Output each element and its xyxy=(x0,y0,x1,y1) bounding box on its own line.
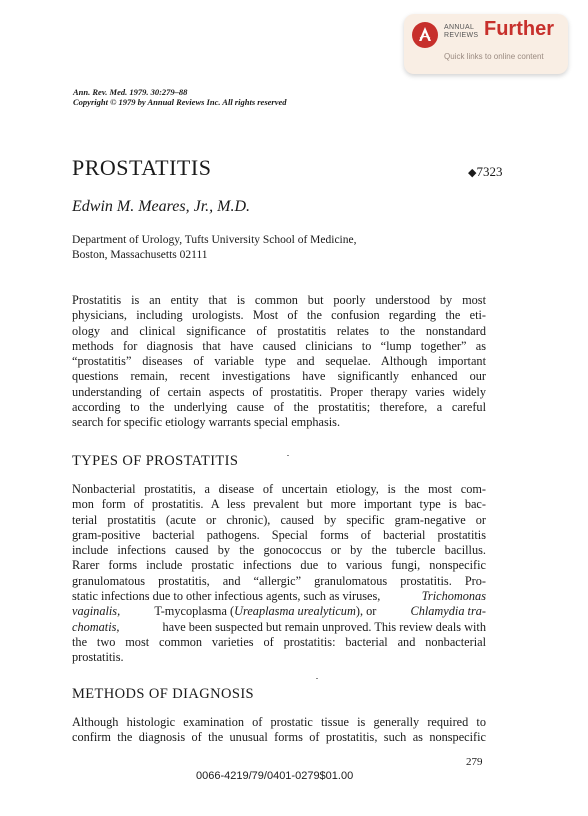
paragraph-line xyxy=(72,604,486,619)
diamond-icon: ◆ xyxy=(468,167,477,179)
paragraph-line: prostatitis. xyxy=(72,650,124,665)
further-tagline[interactable]: Quick links to online content xyxy=(444,52,544,61)
paragraph-line: Prostatitis is an entity that is common but poorly understood by most xyxy=(72,293,486,307)
paragraph-line: understanding of certain aspects of prostatitis. Proper therapy varies widely xyxy=(72,384,486,399)
paragraph-line: Nonbacterial prostatitis, a disease of uncertain etiology, is the most com- xyxy=(72,482,486,496)
paragraph-line: according to the underlying cause of the prostatitis; therefore, a careful xyxy=(72,400,486,415)
paragraph-line: questions remain, recent investigations have significantly enhanced our xyxy=(72,369,486,384)
affiliation-line: Department of Urology, Tufts University School of Medicine, xyxy=(72,234,357,246)
paragraph-line xyxy=(72,620,486,635)
catalog-number xyxy=(468,164,502,180)
author-affiliation xyxy=(72,233,357,263)
paragraph-line: confirm the diagnosis of the unusual forms of prostatitis, such as nonspecific xyxy=(72,730,486,745)
section-heading-methods: METHODS OF DIAGNOSIS xyxy=(72,686,255,702)
journal-citation-block xyxy=(73,87,287,107)
methods-paragraph xyxy=(72,715,486,746)
publisher-line-2: REVIEWS xyxy=(444,32,479,39)
italic-term: Ureaplasma urealyticum xyxy=(234,604,356,619)
paragraph-line: granulomatous prostatitis, and “allergic” granulomatous prostatitis. Pro- xyxy=(72,573,486,588)
paragraph-line: physicians, including urologists. Most of the confusion regarding the eti- xyxy=(72,308,486,323)
publisher-line-1: ANNUAL xyxy=(444,24,475,31)
paragraph-line: “prostatitis” diseases of variable type and sequelae. Although important xyxy=(72,354,486,369)
italic-term: vaginalis, xyxy=(72,604,121,619)
catalog-number-value: 7323 xyxy=(476,164,503,179)
text-run xyxy=(154,604,376,619)
print-speck xyxy=(287,455,289,456)
text-run: T-mycoplasma ( xyxy=(154,604,235,619)
paragraph-line: mon form of prostatitis. A less prevalent but more important type is bac- xyxy=(72,497,486,512)
page-number: 279 xyxy=(466,756,483,768)
types-paragraph xyxy=(72,482,486,666)
paragraph-line: terial prostatitis (acute or chronic), caused by specific gram-negative or xyxy=(72,512,486,527)
annual-reviews-logo-icon xyxy=(412,22,438,48)
further-brand: Further xyxy=(484,18,554,40)
paragraph-line xyxy=(72,589,486,604)
intro-paragraph xyxy=(72,293,486,431)
paragraph-line: include infections caused by the gonococcus or by the tubercle bacillus. xyxy=(72,543,486,558)
paragraph-line: search for specific etiology warrants special emphasis. xyxy=(72,415,341,430)
italic-term: chomatis, xyxy=(72,619,120,634)
italic-term: Trichomonas xyxy=(421,589,486,604)
article-author: Edwin M. Meares, Jr., M.D. xyxy=(72,198,251,215)
italic-term: Chlamydia tra- xyxy=(410,604,486,619)
paragraph-line: methods for diagnosis that have caused clinicians to “lump together” as xyxy=(72,338,486,353)
text-run: ), or xyxy=(355,604,377,619)
affiliation-line: Boston, Massachusetts 02111 xyxy=(72,249,208,261)
annual-reviews-further-badge[interactable] xyxy=(404,14,568,74)
section-heading-types: TYPES OF PROSTATITIS xyxy=(72,453,239,469)
text-run: have been suspected but remain unproved. This review deals with xyxy=(162,619,486,634)
paragraph-line: gram-positive bacterial pathogens. Special forms of bacterial prostatitis xyxy=(72,527,486,542)
publisher-name xyxy=(444,24,478,40)
paragraph-line: Although histologic examination of prostatic tissue is generally required to xyxy=(72,715,486,729)
paragraph-line: the two most common varieties of prostatitis: bacterial and nonbacterial xyxy=(72,634,486,649)
text-run: static infections due to other infectious agents, such as viruses, xyxy=(72,589,381,604)
paragraph-line: ology and clinical significance of prostatitis relates to the nonstandard xyxy=(72,323,486,338)
print-speck xyxy=(316,678,318,679)
footer-code: 0066-4219/79/0401-0279$01.00 xyxy=(196,770,354,782)
journal-citation: Ann. Rev. Med. 1979. 30:279–88 xyxy=(73,87,188,97)
copyright-line: Copyright © 1979 by Annual Reviews Inc. All rights reserved xyxy=(73,97,287,107)
article-title: PROSTATITIS xyxy=(72,155,212,180)
paragraph-line: Rarer forms include prostatic infections due to various fungi, nonspecific xyxy=(72,558,486,573)
